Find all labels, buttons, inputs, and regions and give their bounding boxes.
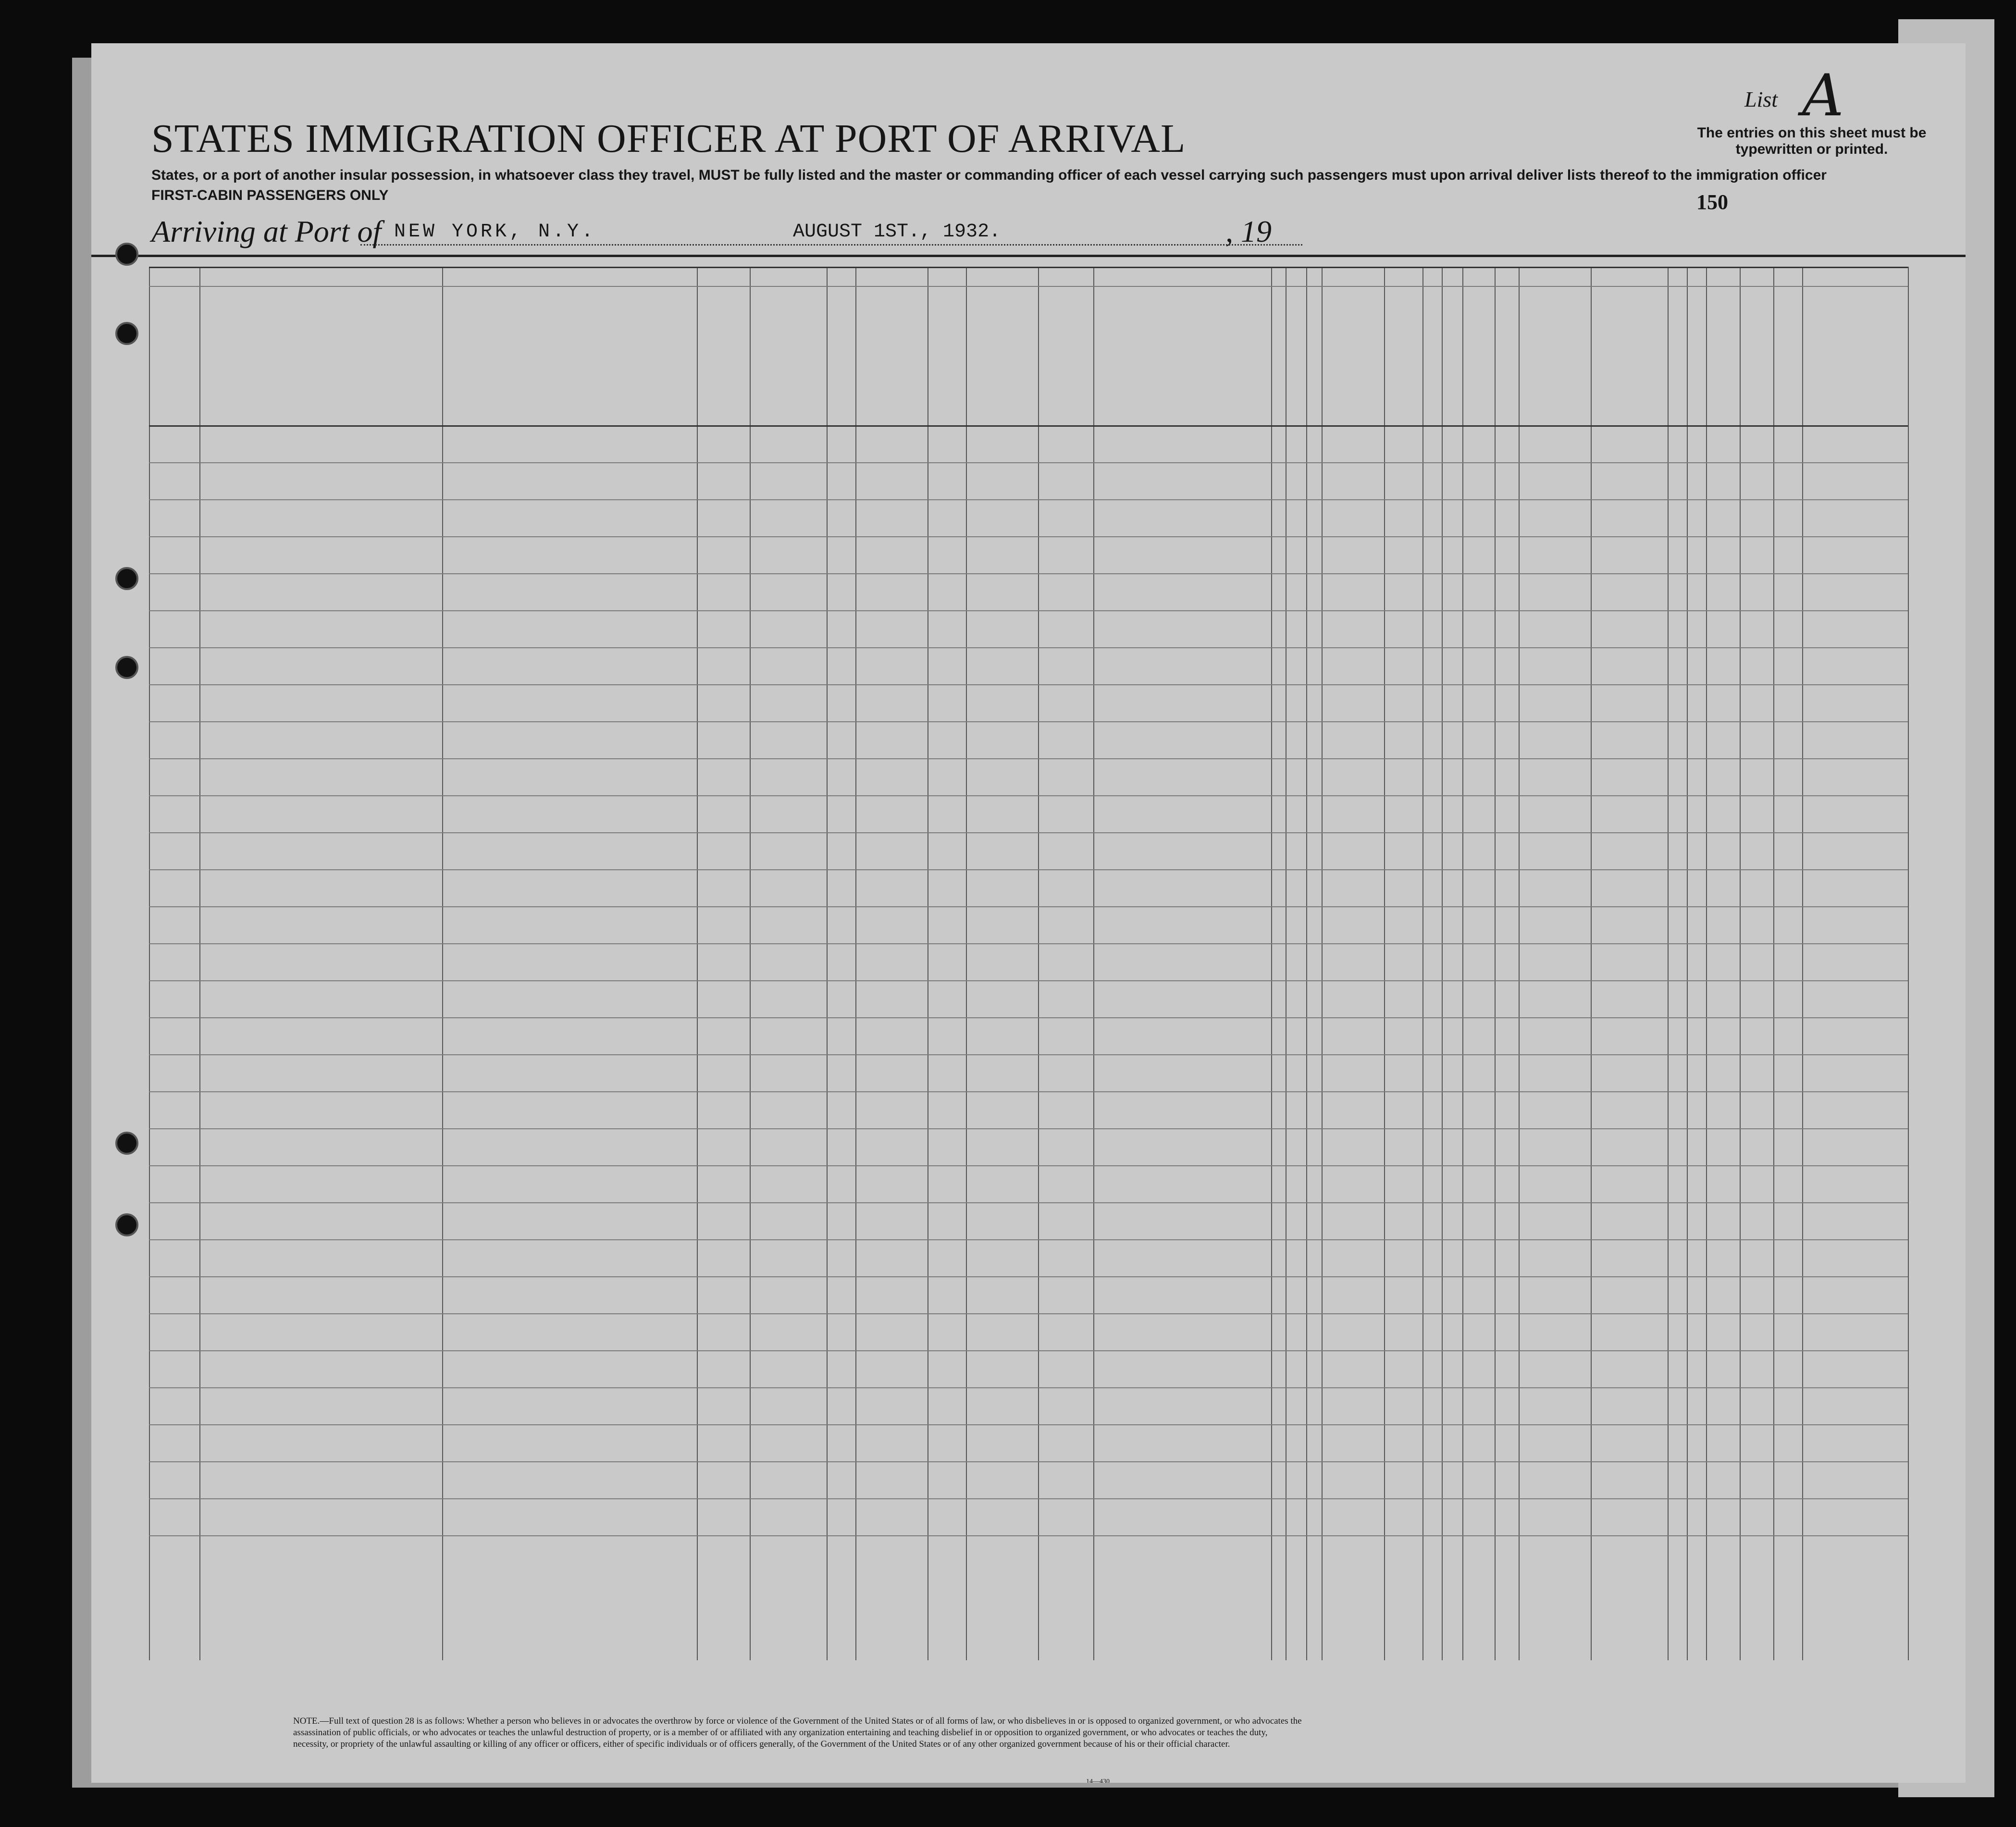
form-number: 14—430 — [1086, 1778, 1110, 1783]
column-rule — [1802, 267, 1803, 1660]
row-rule — [149, 610, 1908, 611]
column-rule — [442, 267, 443, 1660]
column-rule — [1322, 267, 1323, 1660]
arrival-date: AUGUST 1ST., 1932. — [793, 221, 1001, 243]
list-label: List — [1744, 87, 1778, 111]
column-number-rule — [149, 286, 1908, 287]
column-header — [1430, 291, 1445, 420]
header-top-rule — [149, 267, 1908, 268]
arriving-label: Arriving at Port of — [151, 214, 382, 248]
column-rule — [1422, 267, 1423, 1660]
column-rule — [1495, 267, 1496, 1660]
row-rule — [149, 832, 1908, 833]
row-rule — [149, 1313, 1908, 1314]
column-rule — [1591, 267, 1592, 1660]
entries-note: The entries on this sheet must be typewritten or printed. — [1697, 125, 1927, 157]
sheet-number: 150 — [1696, 190, 1728, 214]
column-header — [700, 291, 748, 420]
row-rule — [149, 943, 1908, 944]
row-rule — [149, 721, 1908, 722]
column-rule — [1773, 267, 1774, 1660]
row-rule — [149, 1535, 1908, 1536]
row-rule — [149, 462, 1908, 463]
column-header — [1382, 291, 1406, 420]
column-rule — [855, 267, 856, 1660]
row-rule — [149, 1276, 1908, 1277]
row-rule — [149, 1202, 1908, 1203]
row-rule — [149, 1350, 1908, 1351]
column-rule — [750, 267, 751, 1660]
row-rule — [149, 869, 1908, 870]
row-rule — [149, 980, 1908, 981]
column-rule — [1384, 267, 1385, 1660]
row-rule — [149, 1387, 1908, 1388]
footnote: NOTE.—Full text of question 28 is as follows: Whether a person who believes in or advocates the overthrow by force or violence of the Government of the United States or of all forms of law, or who disbelieves in or is opposed to organized government, or who advocates the assassination of public officials, or who advocates or teaches the unlawful destruction of property, or is a member of or affiliated with any organization entertaining and teaching disbelief in or opposition to organized government, or who advocates or teaches the duty, necessity, or propriety of the unlawful assaulting or killing of any officer or officers, either of specific individuals or of officers generally, of the Government of the United States or of any other organized government because of his or their official character. — [293, 1716, 1302, 1749]
list-letter: A — [1802, 62, 1844, 129]
row-rule — [149, 1461, 1908, 1462]
row-rule — [149, 758, 1908, 759]
column-rule — [1687, 267, 1688, 1660]
column-header — [1449, 291, 1512, 420]
column-rule — [1038, 267, 1039, 1660]
binder-hole — [115, 567, 138, 590]
column-rule — [966, 267, 967, 1660]
column-header — [1411, 291, 1425, 420]
row-rule — [149, 906, 1908, 907]
row-rule — [149, 1424, 1908, 1425]
binder-hole — [115, 1132, 138, 1155]
row-rule — [149, 1239, 1908, 1240]
row-rule — [149, 499, 1908, 500]
port-name: NEW YORK, N.Y. — [394, 221, 596, 243]
row-rule — [149, 536, 1908, 537]
column-rule — [1740, 267, 1741, 1660]
binder-hole — [115, 322, 138, 345]
row-rule — [149, 647, 1908, 648]
column-rule — [697, 267, 698, 1660]
manifest-sheet — [91, 43, 1966, 1783]
column-rule — [1306, 267, 1307, 1660]
manifest-table — [149, 267, 1908, 1660]
binder-hole — [115, 1213, 138, 1236]
row-rule — [149, 573, 1908, 574]
column-rule — [827, 267, 828, 1660]
year-label: , 19 — [1225, 214, 1272, 248]
column-rule — [1908, 267, 1909, 1660]
column-rule — [1668, 267, 1669, 1660]
column-header — [829, 291, 853, 420]
column-rule — [1271, 267, 1272, 1660]
row-rule — [149, 795, 1908, 796]
column-rule — [1706, 267, 1707, 1660]
column-rule — [1442, 267, 1443, 1660]
manifest-title: STATES IMMIGRATION OFFICER AT PORT OF ARRIVAL — [151, 116, 1186, 161]
row-rule — [149, 1054, 1908, 1055]
row-rule — [149, 1091, 1908, 1092]
row-rule — [149, 1017, 1908, 1018]
column-rule — [199, 267, 200, 1660]
binder-hole — [115, 656, 138, 679]
column-header — [1541, 291, 1555, 420]
column-header — [1560, 291, 1574, 420]
column-header — [1517, 291, 1536, 420]
cabin-class: FIRST-CABIN PASSENGERS ONLY — [151, 187, 389, 203]
row-rule — [149, 684, 1908, 685]
header-rule — [91, 255, 1966, 257]
row-rule — [149, 1498, 1908, 1499]
column-rule — [149, 267, 150, 1660]
manifest-subtitle: States, or a port of another insular possession, in whatsoever class they travel, MUST be fully listed and the master or commanding officer of each vessel carrying such passengers must upon arrival deliver lists thereof to the immigration officer — [151, 167, 1827, 183]
row-rule — [149, 1165, 1908, 1166]
date-dotted-line — [360, 244, 1302, 246]
column-rule — [1093, 267, 1094, 1660]
binder-hole — [115, 243, 138, 266]
row-rule — [149, 1128, 1908, 1129]
column-rule — [1462, 267, 1463, 1660]
column-rule — [1519, 267, 1520, 1660]
header-bottom-rule — [149, 425, 1908, 427]
